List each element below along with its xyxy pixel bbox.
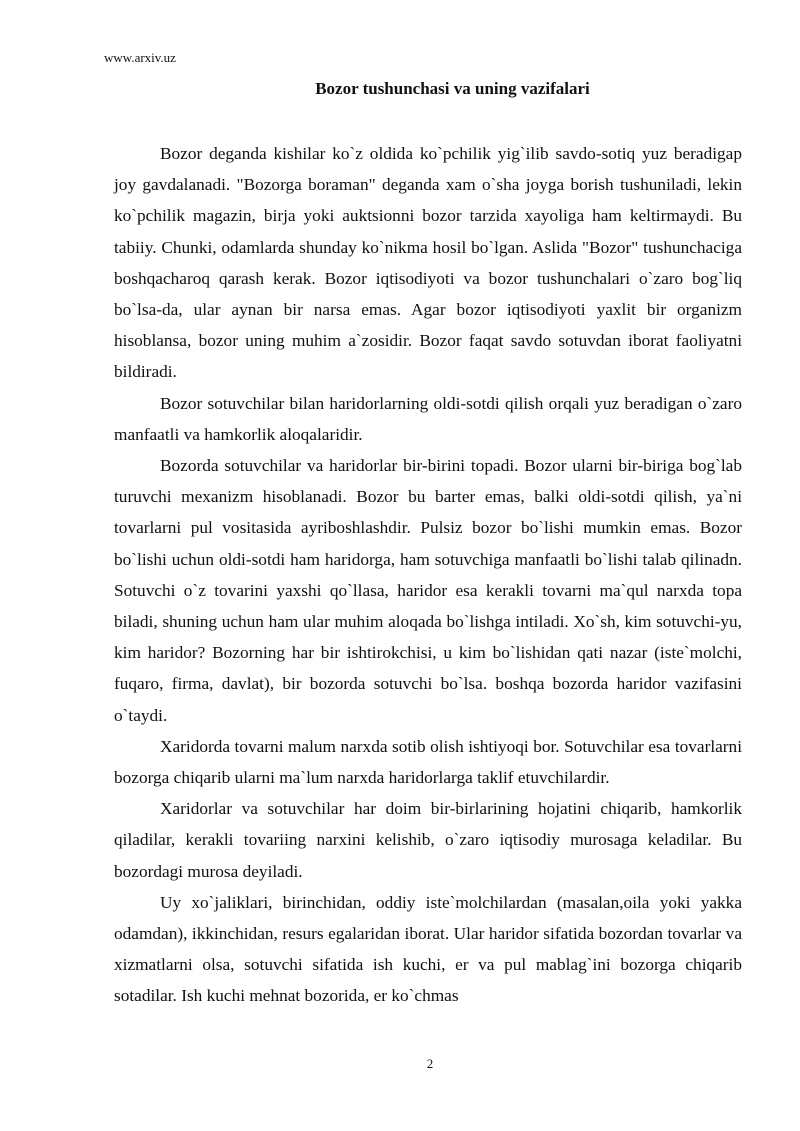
document-title: Bozor tushunchasi va uning vazifalari xyxy=(315,79,590,98)
paragraph: Bozorda sotuvchilar va haridorlar bir-birini topadi. Bozor ularni bir-biriga bog`lab turuvchi mexanizm hisoblanadi. Bozor bu barter emas, balki oldi-sotdi qilish, ya`ni tovarlarni pul vositasida ayriboshlashdir. Pulsiz bozor bo`lishi mumkin emas. Bozor bo`lishi uchun oldi-sotdi ham haridorga, ham sotuvchiga manfaatli bo`lishi talab qilinadn. Sotuvchi o`z tovarini yaxshi qo`llasa, haridor esa kerakli tovarni ma`qul narxda topa biladi, shuning uchun ham ular muhim aloqada bo`lishga intiladi. Xo`sh, kim sotuvchi-yu, kim haridor? Bozorning har bir ishtirokchisi, u kim bo`lishidan qati nazar (iste`molchi, fuqaro, firma, davlat), bir bozorda sotuvchi bo`lsa. boshqa bozorda haridor vazifasini o`taydi. xyxy=(114,456,742,725)
page-number: 2 xyxy=(426,1056,434,1071)
paragraph: Bozor deganda kishilar ko`z oldida ko`pchilik yig`ilib savdo-sotiq yuz beradigap joy gavdalanadi. "Bozorga boraman" deganda xam o`sha joyga borish tushuniladi, lekin ko`pchilik magazin, birja yoki auktsionni bozor tarzida xayoliga ham keltirmaydi. Bu tabiiy. Chunki, odamlarda shunday ko`nikma hosil bo`lgan. Aslida "Bozor" tushunchaciga boshqacharoq qarash kerak. Bozor iqtisodiyoti va bozor tushunchalari o`zaro bog`liq bo`lsa-da, ular aynan bir narsa emas. Agar bozor iqtisodiyoti yaxlit bir organizm hisoblansa, bozor uning muhim a`zosidir. Bozor faqat savdo sotuvdan iborat faoliyatni bildiradi. xyxy=(114,144,742,382)
paragraph: Bozor sotuvchilar bilan haridorlarning oldi-sotdi qilish orqali yuz beradigan o`zaro manfaatli va hamkorlik aloqalaridir. xyxy=(114,393,742,444)
document-body xyxy=(114,138,742,1012)
paragraph: Uy xo`jaliklari, birinchidan, oddiy iste`molchilardan (masalan,oila yoki yakka odamdan), ikkinchidan, resurs egalaridan iborat. Ular haridor sifatida bozordan tovarlar va xizmatlarni olsa, sotuvchi sifatida ish kuchi, er va pul mablag`ini bozorga chiqarib sotadilar. Ish kuchi mehnat bozorida, er ko`chmas xyxy=(114,892,742,1006)
paragraph: Xaridorda tovarni malum narxda sotib olish ishtiyoqi bor. Sotuvchilar esa tovarlarni bozorga chiqarib ularni ma`lum narxda haridorlarga taklif etuvchilardir. xyxy=(114,736,742,788)
paragraph: Xaridorlar va sotuvchilar har doim bir-birlarining hojatini chiqarib, hamkorlik qiladilar, kerakli tovariing narxini kelishib, o`zaro iqtisodiy murosaga keladilar. Bu bozordagi murosa deyiladi. xyxy=(114,799,742,881)
site-url: www.arxiv.uz xyxy=(104,50,176,65)
